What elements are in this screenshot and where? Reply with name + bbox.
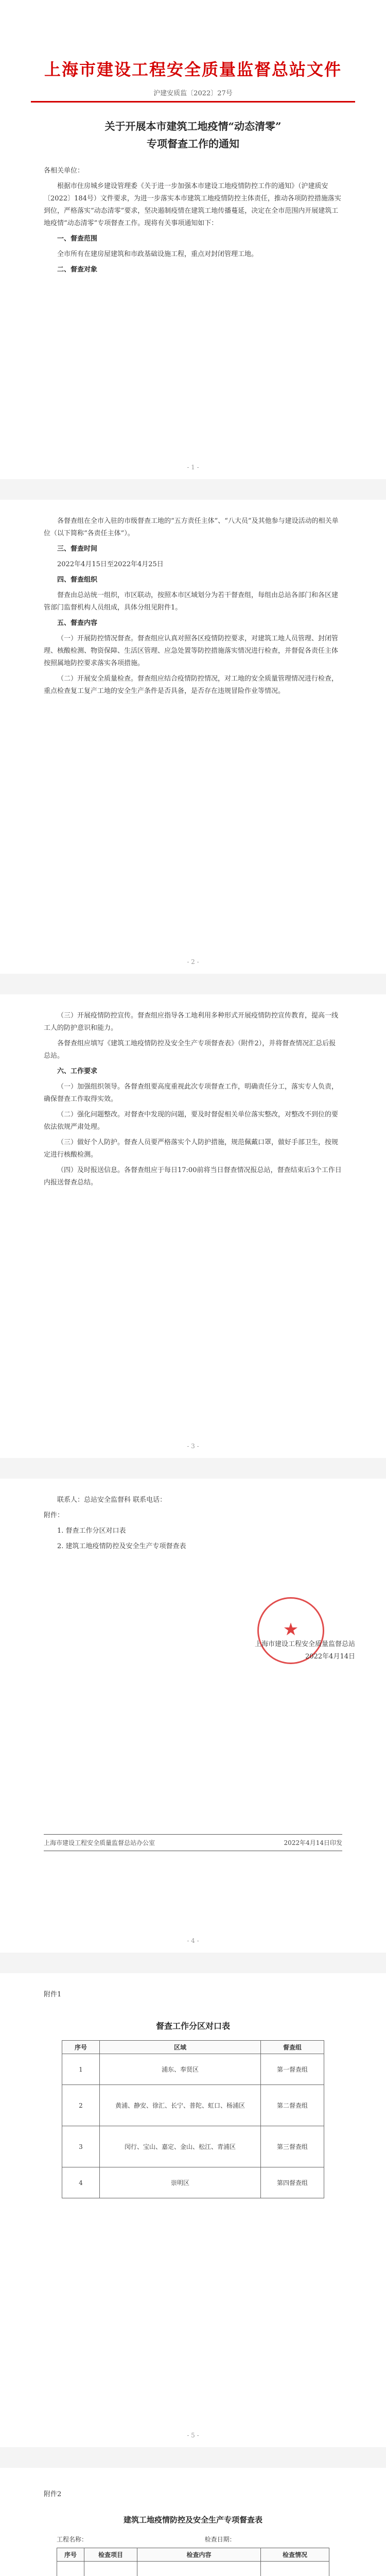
check-meta <box>57 2535 329 2544</box>
section5-heading: 五、督查内容 <box>57 619 98 627</box>
section4-body: 督查由总站统一组织，市区联动，按照本市区域划分为若干督查组，每组由总站各部门和各区建管部门监督机构人员组成，具体分组见附件1。 <box>44 591 339 612</box>
table-row <box>62 2054 324 2085</box>
sign-org: 上海市建设工程安全质量监督总站 <box>254 1640 355 1648</box>
attachment2-ref: 2. 建筑工地疫情防控及安全生产专项督查表 <box>57 1543 186 1550</box>
column-header: 检查项目 <box>84 2548 137 2562</box>
doc-number: 沪建安质监〔2022〕27号 <box>153 90 233 97</box>
notice-body-part4 <box>44 1494 342 1556</box>
table-row <box>62 2167 324 2198</box>
section2-body: 各督查组在全市入驻的市级督查工地的“五方责任主体”、“八大员”及其他参与建设活动的相关单位（以下简称“各责任主体”）。 <box>44 517 339 537</box>
page-separator <box>0 1458 386 1479</box>
table-header-row <box>57 2548 329 2562</box>
notice-body-part2 <box>44 515 342 701</box>
section5-para2: （二）开展安全质量检查。督查组应结合疫情防控情况，对工地的安全质量管理情况进行检查，重点检查复工复产工地的安全生产条件是否具备，是否存在违规冒险作业等情况。 <box>44 675 339 695</box>
page-number-3: - 3 - <box>187 1443 199 1450</box>
page-number-5: - 5 - <box>187 2432 199 2439</box>
cell: 2 <box>62 2085 100 2126</box>
cell: 闵行、宝山、嘉定、金山、松江、青浦区 <box>100 2126 261 2167</box>
column-header: 区域 <box>100 2041 261 2054</box>
table-header-row <box>62 2041 324 2054</box>
footer-left: 上海市建设工程安全质量监督总站办公室 <box>44 1839 155 1846</box>
footer-right: 2022年4月14日印发 <box>284 1839 342 1846</box>
section5-para4: 各督查组应填写《建筑工地疫情防控及安全生产专项督查表》（附件2），并将督查情况汇总后报总站。 <box>44 1040 336 1060</box>
cell: 崇明区 <box>100 2167 261 2198</box>
section5-para3: （三）开展疫情防控宣传。督查组应指导各工地利用多种形式开展疫情防控宣传教育，提高一线工人的防护意识和能力。 <box>44 1012 339 1032</box>
page-number-1: - 1 - <box>187 464 199 471</box>
attachment1-label: 附件1 <box>44 1991 62 1998</box>
table-row <box>57 2562 329 2576</box>
section3-heading: 三、督查时间 <box>57 545 98 553</box>
page-number-2: - 2 - <box>187 958 199 965</box>
zone-table <box>62 2040 324 2198</box>
section6-para1: （一）加强组织领导。各督查组要高度重视此次专项督查工作，明确责任分工，落实专人负责，确保督查工作取得实效。 <box>44 1083 339 1103</box>
intro-paragraph: 根据市住房城乡建设管理委《关于进一步加强本市建设工地疫情防控工作的通知》（沪建质安〔2022〕184号）文件要求，为进一步落实本市建筑工地疫情防控主体责任，推动各项防控措施落实到位，严格落实“动态清零”要求，坚决遏制疫情在建筑工地传播蔓延，决定在全市范围内开展建筑工地疫情“动态清零”专项督查工作。现将有关事项通知如下： <box>44 182 341 227</box>
contact-line <box>44 1494 342 1506</box>
section6-para4: （四）及时报送信息。各督查组应于每日17:00前将当日督查情况报总站，督查结束后3个工作日内报送督查总结。 <box>44 1166 342 1187</box>
cell <box>84 2562 137 2576</box>
footer-issuer <box>44 1838 342 1847</box>
section5-para1: （一）开展防控情况督查。督查组应认真对照各区疫情防控要求，对建筑工地人员管理、封闭管理、核酸检测、物资保障、生活区管理、应急处置等防控措施落实情况进行检查，并督促各责任主体按照属地防控要求落实各项措施。 <box>44 635 339 667</box>
page-separator <box>0 479 386 500</box>
column-header: 督查组 <box>261 2041 324 2054</box>
notice-title-line2: 专项督查工作的通知 <box>147 138 239 150</box>
cell <box>261 2562 329 2576</box>
section4-heading: 四、督查组织 <box>57 576 98 584</box>
column-header: 检查内容 <box>137 2548 261 2562</box>
meta-project-label: 工程名称： <box>57 2536 88 2543</box>
column-header: 序号 <box>57 2548 84 2562</box>
cell: 1 <box>62 2054 100 2085</box>
cell: 第一督查组 <box>261 2054 324 2085</box>
cell <box>137 2562 261 2576</box>
signature-block <box>221 1638 355 1663</box>
addressee: 各相关单位： <box>44 167 84 175</box>
section2-heading: 二、督查对象 <box>57 266 98 274</box>
attachment1-ref: 1. 督查工作分区对口表 <box>57 1527 126 1535</box>
check-table <box>57 2548 329 2576</box>
notice-title <box>41 117 345 152</box>
page-separator <box>0 2447 386 2468</box>
contact-label: 联系人： <box>57 1496 84 1504</box>
column-header: 检查情况 <box>261 2548 329 2562</box>
page-separator <box>0 1953 386 1973</box>
table-row <box>62 2085 324 2126</box>
doc-header-title: 上海市建设工程安全质量监督总站文件 <box>44 60 342 79</box>
page-separator <box>0 974 386 994</box>
cell: 第四督查组 <box>261 2167 324 2198</box>
notice-body-part3 <box>44 1010 342 1192</box>
table-row <box>62 2126 324 2167</box>
page-number-4: - 4 - <box>187 1937 199 1944</box>
attachment1-title: 督查工作分区对口表 <box>155 2021 230 2031</box>
section6-para2: （二）强化问题整改。对督查中发现的问题，要及时督促相关单位落实整改，对整改不到位的要依法依规严肃处理。 <box>44 1111 339 1131</box>
contact-value: 总站安全监督科 联系电话： <box>84 1496 167 1504</box>
notice-title-line1: 关于开展本市建筑工地疫情“动态清零” <box>104 120 282 132</box>
notice-body-part1 <box>44 165 342 279</box>
footer-rule-top <box>44 1834 342 1835</box>
cell: 3 <box>62 2126 100 2167</box>
section6-para3: （三）做好个人防护。督查人员要严格落实个人防护措施，规范佩戴口罩，做好手部卫生，按规定进行核酸检测。 <box>44 1139 339 1159</box>
meta-date-label: 检查日期： <box>204 2536 236 2543</box>
section1-heading: 一、督查范围 <box>57 235 98 243</box>
section3-body: 2022年4月15日至2022年4月25日 <box>57 561 164 568</box>
cell: 第二督查组 <box>261 2085 324 2126</box>
column-header: 序号 <box>62 2041 100 2054</box>
cell: 4 <box>62 2167 100 2198</box>
red-divider <box>31 101 355 103</box>
section1-body: 全市所有在建房屋建筑和市政基础设施工程，重点对封闭管理工地。 <box>57 250 258 258</box>
section6-heading: 六、工作要求 <box>57 1067 98 1075</box>
cell <box>57 2562 84 2576</box>
attachment2-title: 建筑工地疫情防控及安全生产专项督查表 <box>123 2515 262 2524</box>
attachments-heading: 附件： <box>44 1512 64 1519</box>
cell: 浦东、奉贤区 <box>100 2054 261 2085</box>
attachment2-label: 附件2 <box>44 2490 62 2498</box>
cell: 第三督查组 <box>261 2126 324 2167</box>
cell: 黄浦、静安、徐汇、长宁、普陀、虹口、杨浦区 <box>100 2085 261 2126</box>
sign-date: 2022年4月14日 <box>305 1653 355 1660</box>
